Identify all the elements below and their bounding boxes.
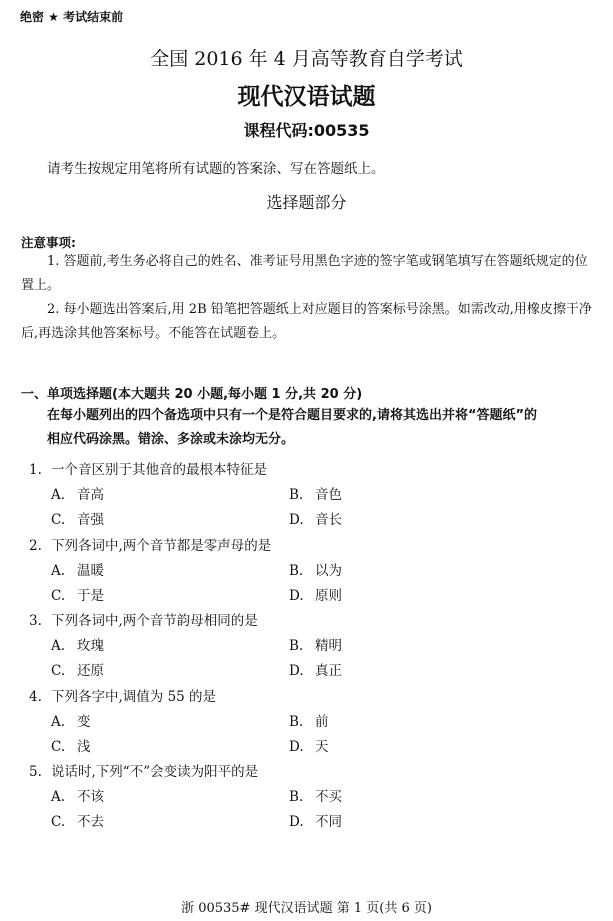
question-number: 4. [29, 688, 42, 705]
subject-title: 现代汉语试题 [237, 84, 376, 110]
option-letter: C. [51, 512, 66, 528]
option-letter: D. [289, 512, 304, 528]
option-text: 音高 [77, 487, 104, 503]
option-letter: B. [289, 713, 304, 730]
option-text: 不该 [77, 789, 104, 805]
question-number: 1. [29, 462, 42, 478]
confidentiality-label: 绝密 ★ 考试结束前 [20, 10, 124, 24]
answer-option [51, 483, 104, 503]
answer-option [51, 559, 104, 579]
answer-option [289, 483, 342, 503]
option-text: 温暖 [77, 562, 104, 579]
answer-option [51, 634, 104, 654]
option-letter: B. [289, 638, 304, 654]
question-number: 5. [29, 764, 42, 780]
notice-item: 2. 每小题选出答案后,用 2B 铅笔把答题纸上对应题目的答案标号涂黑。如需改动,用橡皮擦干净后,再选涂其他答案标号。不能答在试题卷上。 [21, 302, 592, 341]
part-description: 相应代码涂黑。错涂、多涂或未涂均无分。 [47, 432, 295, 447]
option-letter: B. [289, 789, 304, 805]
question-stem [29, 458, 267, 478]
question-text: 一个音区别于其他音的最根本特征是 [51, 462, 267, 478]
option-letter: C. [51, 587, 66, 604]
option-letter: A. [51, 789, 66, 805]
option-text: 原则 [315, 587, 342, 604]
answer-option [289, 785, 342, 805]
option-text: 音色 [315, 487, 342, 503]
part-description: 在每小题列出的四个备选项中只有一个是符合题目要求的,请将其选出并将“答题纸”的 [47, 408, 538, 423]
answer-option [289, 659, 342, 679]
option-letter: B. [289, 487, 304, 503]
option-letter: D. [289, 663, 304, 679]
option-text: 还原 [77, 663, 104, 679]
answer-option [51, 785, 104, 805]
question-number: 3. [29, 613, 42, 629]
option-letter: C. [51, 663, 66, 679]
option-text: 精明 [315, 638, 342, 654]
notice-heading: 注意事项: [21, 235, 76, 250]
question-text: 下列各词中,两个音节韵母相同的是 [51, 613, 258, 629]
question-text: 下列各词中,两个音节都是零声母的是 [51, 537, 272, 554]
question-stem [29, 760, 258, 780]
option-text: 音强 [77, 512, 104, 528]
answer-option [289, 634, 342, 654]
section-title: 选择题部分 [266, 193, 347, 212]
option-letter: D. [289, 814, 304, 830]
question-stem [29, 609, 258, 629]
option-letter: D. [289, 738, 304, 755]
option-text: 天 [315, 738, 329, 755]
answer-option [289, 559, 342, 579]
answer-option [51, 710, 91, 730]
option-text: 音长 [315, 512, 342, 528]
question-stem [29, 685, 216, 705]
answer-instruction: 请考生按规定用笔将所有试题的答案涂、写在答题纸上。 [47, 161, 385, 177]
option-text: 以为 [315, 562, 342, 579]
part-title: 一、单项选择题(本大题共 20 小题,每小题 1 分,共 20 分) [21, 387, 363, 402]
option-text: 于是 [77, 587, 104, 604]
exam-title: 全国 2016 年 4 月高等教育自学考试 [150, 48, 463, 70]
option-letter: A. [51, 638, 66, 654]
answer-option [51, 584, 104, 604]
option-text: 不同 [315, 814, 342, 830]
answer-option [289, 810, 342, 830]
course-code: 课程代码:00535 [243, 121, 370, 140]
option-letter: B. [289, 562, 304, 579]
answer-option [289, 735, 329, 755]
option-letter: A. [51, 713, 66, 730]
option-text: 不买 [315, 789, 342, 805]
answer-option [51, 659, 104, 679]
option-letter: D. [289, 587, 304, 604]
option-text: 浅 [77, 738, 91, 755]
question-text: 下列各字中,调值为 55 的是 [51, 688, 217, 705]
option-text: 玫瑰 [77, 638, 104, 654]
option-text: 不去 [77, 814, 104, 830]
option-letter: C. [51, 738, 66, 755]
question-number: 2. [29, 537, 42, 554]
answer-option [51, 508, 104, 528]
answer-option [51, 735, 91, 755]
notice-item: 1. 答题前,考生务必将自己的姓名、准考证号用黑色字迹的签字笔或钢笔填写在答题纸规定的位置上。 [21, 254, 588, 293]
page-footer: 浙 00535# 现代汉语试题 第 1 页(共 6 页) [181, 901, 432, 916]
answer-option [51, 810, 104, 830]
option-text: 前 [315, 713, 329, 730]
option-letter: A. [51, 562, 66, 579]
option-letter: C. [51, 814, 66, 830]
question-text: 说话时,下列“不”会变读为阳平的是 [51, 764, 259, 780]
option-letter: A. [51, 487, 66, 503]
answer-option [289, 508, 342, 528]
answer-option [289, 584, 342, 604]
option-text: 真正 [315, 663, 342, 679]
question-stem [29, 534, 271, 554]
option-text: 变 [77, 713, 91, 730]
answer-option [289, 710, 329, 730]
